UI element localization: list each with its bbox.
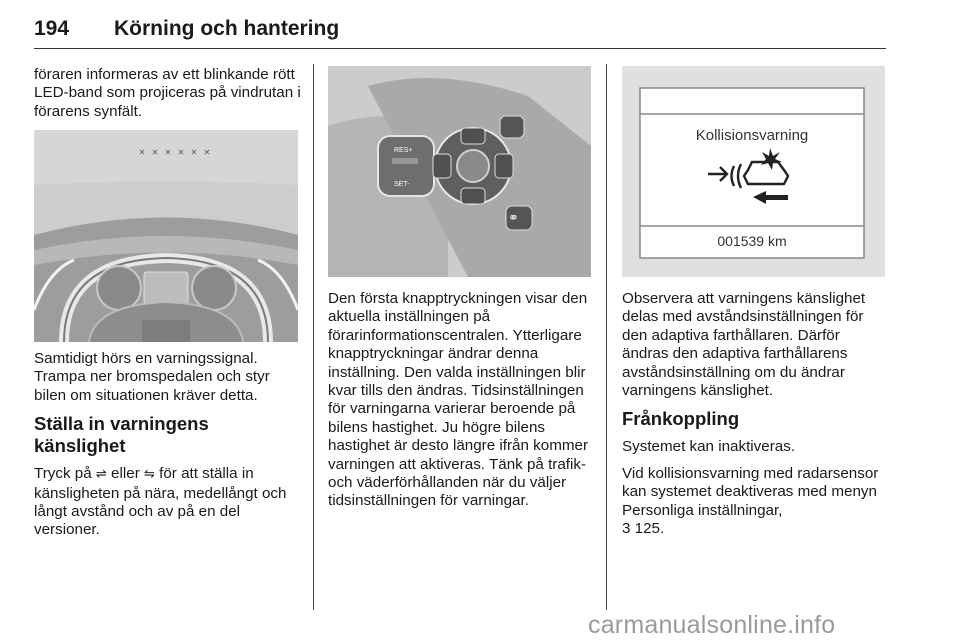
chapter-title: Körning och hantering	[114, 17, 340, 40]
display-title: Kollisionsvarning	[695, 127, 809, 144]
svg-text:✕: ✕	[203, 148, 211, 157]
set-label: SET-	[394, 181, 410, 188]
column-1	[34, 66, 302, 129]
text-press: Tryck på	[34, 465, 92, 483]
gap-decrease-icon: ⇋	[143, 467, 155, 483]
display-odometer: 001539 km	[717, 233, 787, 249]
collision-warning-display-illustration	[622, 66, 885, 277]
intro-paragraph: föraren informeras av ett blinkande rött LED-band som projiceras på vindrutan i förarens synfält.	[34, 66, 301, 120]
svg-text:✕: ✕	[190, 148, 198, 157]
warning-paragraph: Samtidigt hörs en varningssignal. Trampa ner bromspedalen och styr bilen om situationen kräver detta.	[34, 350, 270, 404]
svg-text:✕: ✕	[177, 148, 185, 157]
page-number: 194	[34, 17, 70, 40]
text-setting: för att ställa in känsligheten på nära, medellångt och långt avstånd och av på en del versioner.	[34, 465, 287, 539]
button-press-paragraph: Den första knapptryckningen visar den aktuella inställningen på förarinformationscentralen. Ytterligare knapptryckningar ändrar denna inställning. Den valda inställningen blir kvar tills den ändras. Tidsinställningen för varningarna varierar beroende på bilens hastighet. Ju högre bilens hastighet är desto längre ifrån kommer varningen att aktiveras. Tänk på trafik- och väderförhållanden när du väljer tidsinställningen för varningar.	[328, 290, 589, 510]
column-divider-2	[606, 64, 607, 610]
column-divider-1	[313, 64, 314, 610]
watermark: carmanualsonline.info	[588, 611, 836, 639]
svg-text:⚭: ⚭	[508, 211, 519, 226]
page-reference-link[interactable]: 3 125.	[622, 520, 665, 538]
res-label: RES+	[394, 147, 413, 154]
windshield-led-illustration	[34, 130, 298, 342]
text-or: eller	[111, 465, 140, 483]
section-heading-sensitivity: Ställa in varningens känslighet	[34, 413, 209, 457]
column-2	[328, 290, 592, 519]
steering-wheel-controls-illustration	[328, 66, 591, 277]
svg-text:✕: ✕	[138, 148, 146, 157]
svg-text:✕: ✕	[151, 148, 159, 157]
sensitivity-paragraph	[34, 465, 302, 540]
column-1-lower	[34, 350, 302, 548]
sensitivity-shared-paragraph: Observera att varningens känslighet delas med avståndsinställningen för den adaptiva farthållaren. Därför ändras den adaptiva farthållarens avståndsinställning om du ändrar varningens känslighet.	[622, 290, 866, 400]
radar-disable-paragraph	[622, 465, 886, 539]
column-3	[622, 290, 886, 546]
section-heading-disable: Frånkoppling	[622, 408, 740, 430]
radar-disable-text: Vid kollisionsvarning med radarsensor kan systemet deaktiveras med menyn Personliga inställningar,	[622, 464, 879, 519]
inactivate-paragraph: Systemet kan inaktiveras.	[622, 438, 796, 456]
page-header	[34, 8, 886, 49]
gap-increase-icon: ⇌	[95, 467, 107, 483]
svg-text:✕: ✕	[164, 148, 172, 157]
